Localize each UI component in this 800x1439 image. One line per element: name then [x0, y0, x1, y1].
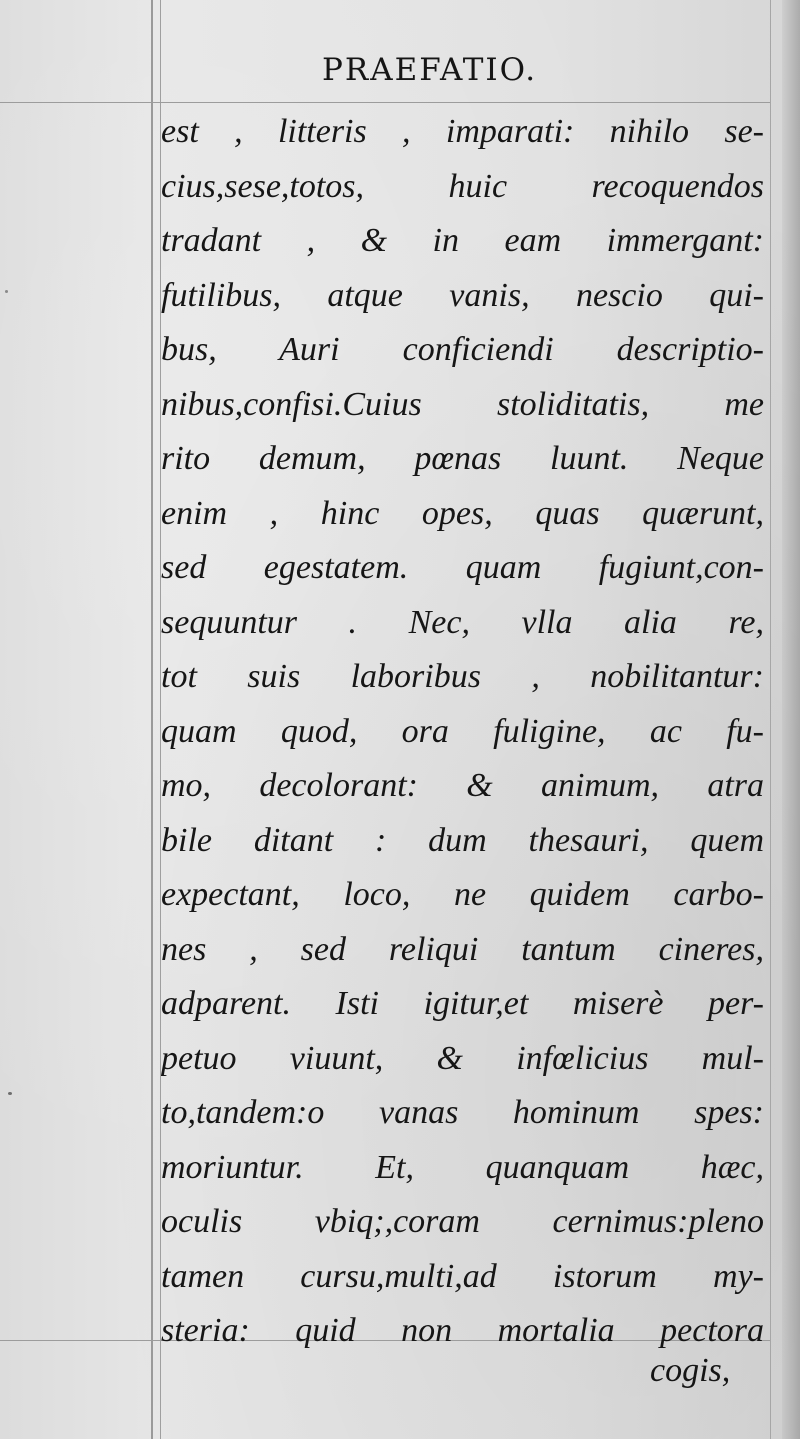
text-line: bile ditant : dum thesauri, quem — [161, 821, 764, 859]
text-line: futilibus, atque vanis, nescio qui- — [161, 276, 764, 314]
text-line: tamen cursu,multi,ad istorum my- — [161, 1257, 764, 1295]
text-line: mo, decolorant: & animum, atra — [161, 767, 764, 804]
margin-rule-right — [770, 0, 771, 1439]
catchword: cogis, — [650, 1352, 731, 1389]
text-line: rito demum, pœnas luunt. Neque — [161, 440, 764, 477]
body-text — [161, 105, 764, 1359]
text-line: moriuntur. Et, quanquam hæc, — [161, 1148, 764, 1186]
text-line: enim , hinc opes, quas quærunt, — [161, 494, 764, 532]
text-line: quam quod, ora fuligine, ac fu- — [161, 712, 764, 750]
header-rule — [0, 102, 770, 103]
running-head: PRAEFATIO. — [322, 52, 538, 88]
text-line: to,tandem:o vanas hominum spes: — [161, 1094, 764, 1131]
text-line: expectant, loco, ne quidem carbo- — [161, 876, 764, 913]
text-line: petuo viuunt, & infœlicius mul- — [161, 1039, 764, 1077]
text-line: bus, Auri conficiendi descriptio- — [161, 331, 764, 368]
text-line: tradant , & in eam immergant: — [161, 222, 764, 259]
text-line: est , litteris , imparati: nihilo se- — [161, 113, 764, 150]
text-line: sed egestatem. quam fugiunt,con- — [161, 549, 764, 586]
text-line: tot suis laboribus , nobilitantur: — [161, 658, 764, 695]
ink-speck — [5, 290, 8, 293]
page-edge-shadow — [782, 0, 800, 1439]
text-line: oculis vbiq;,coram cernimus:pleno — [161, 1203, 764, 1240]
text-line: cius,sese,totos, huic recoquendos — [161, 167, 764, 205]
text-line: nes , sed reliqui tantum cineres, — [161, 930, 764, 968]
text-line: nibus,confisi.Cuius stoliditatis, me — [161, 385, 764, 423]
margin-rule-left-outer — [151, 0, 153, 1439]
text-line: steria: quid non mortalia pectora — [161, 1312, 764, 1349]
ink-speck — [8, 1092, 12, 1095]
text-line: sequuntur . Nec, vlla alia re, — [161, 603, 764, 641]
text-line: adparent. Isti igitur,et miserè per- — [161, 985, 764, 1022]
